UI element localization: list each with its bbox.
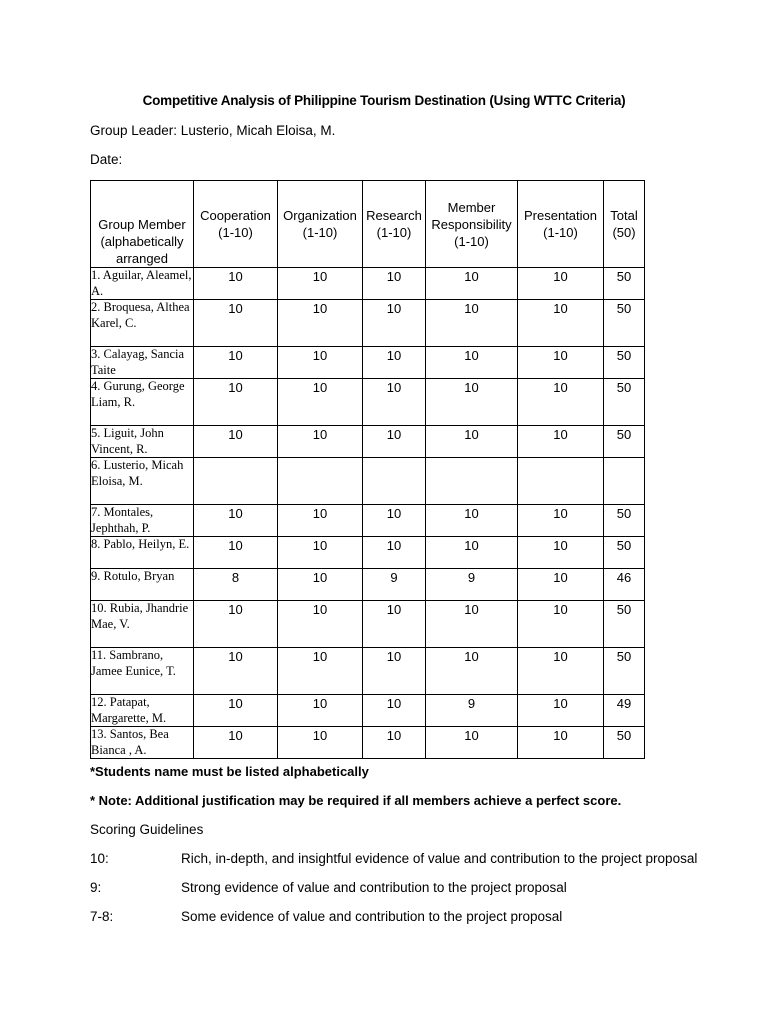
header-total: Total (50) — [604, 181, 645, 268]
header-group-member: Group Member (alphabetically arranged — [91, 181, 194, 268]
member-responsibility-score-cell — [426, 458, 518, 505]
member-responsibility-score-cell: 9 — [426, 695, 518, 727]
total-score-cell: 50 — [604, 505, 645, 537]
member-name-cell: 13. Santos, Bea Bianca , A. — [91, 727, 194, 759]
table-row — [91, 601, 645, 648]
guideline-row — [90, 880, 730, 895]
table-row — [91, 569, 645, 601]
date-line: Date: — [90, 152, 123, 167]
peer-evaluation-table — [90, 180, 645, 759]
member-responsibility-score-cell: 10 — [426, 300, 518, 347]
member-responsibility-score-cell: 10 — [426, 347, 518, 379]
cooperation-score-cell: 10 — [194, 537, 278, 569]
research-score-cell: 10 — [363, 537, 426, 569]
member-name-cell: 2. Broquesa, Althea Karel, C. — [91, 300, 194, 347]
guideline-row — [90, 851, 730, 866]
member-responsibility-score-cell: 10 — [426, 537, 518, 569]
research-score-cell: 10 — [363, 648, 426, 695]
presentation-score-cell: 10 — [518, 268, 604, 300]
total-score-cell: 50 — [604, 601, 645, 648]
organization-score-cell: 10 — [278, 727, 363, 759]
member-responsibility-score-cell: 10 — [426, 727, 518, 759]
presentation-score-cell: 10 — [518, 601, 604, 648]
research-score-cell: 10 — [363, 426, 426, 458]
member-responsibility-score-cell: 10 — [426, 648, 518, 695]
member-responsibility-score-cell: 9 — [426, 569, 518, 601]
research-score-cell: 9 — [363, 569, 426, 601]
guideline-text: Some evidence of value and contribution to the project proposal — [181, 909, 563, 924]
table-row — [91, 426, 645, 458]
group-leader-line: Group Leader: Lusterio, Micah Eloisa, M. — [90, 123, 336, 138]
member-name-cell: 9. Rotulo, Bryan — [91, 569, 194, 601]
cooperation-score-cell: 10 — [194, 648, 278, 695]
table-row — [91, 347, 645, 379]
table-row — [91, 300, 645, 347]
total-score-cell: 50 — [604, 727, 645, 759]
cooperation-score-cell — [194, 458, 278, 505]
total-score-cell: 50 — [604, 268, 645, 300]
presentation-score-cell: 10 — [518, 648, 604, 695]
member-responsibility-score-cell: 10 — [426, 268, 518, 300]
table-header-row — [91, 181, 645, 268]
research-score-cell: 10 — [363, 347, 426, 379]
research-score-cell: 10 — [363, 379, 426, 426]
member-responsibility-score-cell: 10 — [426, 379, 518, 426]
presentation-score-cell: 10 — [518, 379, 604, 426]
member-responsibility-score-cell: 10 — [426, 601, 518, 648]
table-row — [91, 537, 645, 569]
cooperation-score-cell: 10 — [194, 426, 278, 458]
member-name-cell: 7. Montales, Jephthah, P. — [91, 505, 194, 537]
total-score-cell: 50 — [604, 426, 645, 458]
header-research: Research (1-10) — [363, 181, 426, 268]
organization-score-cell: 10 — [278, 601, 363, 648]
guideline-score: 7-8: — [90, 909, 114, 924]
member-name-cell: 12. Patapat, Margarette, M. — [91, 695, 194, 727]
guideline-score: 9: — [90, 880, 102, 895]
total-score-cell: 50 — [604, 648, 645, 695]
cooperation-score-cell: 10 — [194, 695, 278, 727]
organization-score-cell: 10 — [278, 426, 363, 458]
presentation-score-cell: 10 — [518, 695, 604, 727]
organization-score-cell: 10 — [278, 300, 363, 347]
member-responsibility-score-cell: 10 — [426, 505, 518, 537]
member-name-cell: 6. Lusterio, Micah Eloisa, M. — [91, 458, 194, 505]
research-score-cell: 10 — [363, 695, 426, 727]
organization-score-cell: 10 — [278, 569, 363, 601]
research-score-cell: 10 — [363, 300, 426, 347]
organization-score-cell: 10 — [278, 347, 363, 379]
guideline-text: Strong evidence of value and contribution to the project proposal — [181, 880, 567, 895]
cooperation-score-cell: 8 — [194, 569, 278, 601]
scoring-guidelines-title: Scoring Guidelines — [90, 822, 204, 837]
member-name-cell: 4. Gurung, George Liam, R. — [91, 379, 194, 426]
header-presentation: Presentation (1-10) — [518, 181, 604, 268]
presentation-score-cell: 10 — [518, 426, 604, 458]
total-score-cell: 49 — [604, 695, 645, 727]
total-score-cell: 46 — [604, 569, 645, 601]
organization-score-cell: 10 — [278, 505, 363, 537]
header-organization: Organization (1-10) — [278, 181, 363, 268]
total-score-cell: 50 — [604, 379, 645, 426]
guideline-text: Rich, in-depth, and insightful evidence of value and contribution to the project proposal — [181, 851, 698, 866]
cooperation-score-cell: 10 — [194, 727, 278, 759]
cooperation-score-cell: 10 — [194, 300, 278, 347]
cooperation-score-cell: 10 — [194, 601, 278, 648]
research-score-cell: 10 — [363, 505, 426, 537]
presentation-score-cell: 10 — [518, 537, 604, 569]
total-score-cell — [604, 458, 645, 505]
table-row — [91, 727, 645, 759]
table-row — [91, 505, 645, 537]
cooperation-score-cell: 10 — [194, 379, 278, 426]
presentation-score-cell: 10 — [518, 727, 604, 759]
organization-score-cell: 10 — [278, 695, 363, 727]
cooperation-score-cell: 10 — [194, 268, 278, 300]
research-score-cell: 10 — [363, 268, 426, 300]
member-name-cell: 10. Rubia, Jhandrie Mae, V. — [91, 601, 194, 648]
member-name-cell: 1. Aguilar, Aleamel, A. — [91, 268, 192, 298]
member-name-cell: 8. Pablo, Heilyn, E. — [91, 537, 194, 569]
page-title: Competitive Analysis of Philippine Tourism Destination (Using WTTC Criteria) — [142, 93, 626, 108]
presentation-score-cell: 10 — [518, 300, 604, 347]
member-name-cell: 11. Sambrano, Jamee Eunice, T. — [91, 648, 194, 695]
header-member-responsibility: Member Responsibility (1-10) — [426, 181, 518, 268]
member-responsibility-score-cell: 10 — [426, 426, 518, 458]
research-score-cell — [363, 458, 426, 505]
cooperation-score-cell: 10 — [194, 347, 278, 379]
research-score-cell: 10 — [363, 601, 426, 648]
organization-score-cell: 10 — [278, 379, 363, 426]
total-score-cell: 50 — [604, 537, 645, 569]
member-name-cell: 3. Calayag, Sancia Taite — [91, 347, 194, 379]
organization-score-cell — [278, 458, 363, 505]
presentation-score-cell: 10 — [518, 347, 604, 379]
cooperation-score-cell: 10 — [194, 505, 278, 537]
presentation-score-cell: 10 — [518, 505, 604, 537]
table-row — [91, 268, 645, 300]
total-score-cell: 50 — [604, 347, 645, 379]
table-row — [91, 379, 645, 426]
organization-score-cell: 10 — [278, 648, 363, 695]
header-cooperation: Cooperation (1-10) — [194, 181, 278, 268]
justification-note: * Note: Additional justification may be required if all members achieve a perfect score. — [90, 793, 622, 808]
research-score-cell: 10 — [363, 727, 426, 759]
table-row — [91, 695, 645, 727]
guideline-row — [90, 909, 730, 924]
organization-score-cell: 10 — [278, 537, 363, 569]
organization-score-cell: 10 — [278, 268, 363, 300]
table-row — [91, 458, 645, 505]
table-row — [91, 648, 645, 695]
alphabetical-note: *Students name must be listed alphabetically — [90, 764, 369, 779]
presentation-score-cell — [518, 458, 604, 505]
member-name-cell: 5. Liguit, John Vincent, R. — [91, 426, 194, 458]
presentation-score-cell: 10 — [518, 569, 604, 601]
guideline-score: 10: — [90, 851, 109, 866]
total-score-cell: 50 — [604, 300, 645, 347]
